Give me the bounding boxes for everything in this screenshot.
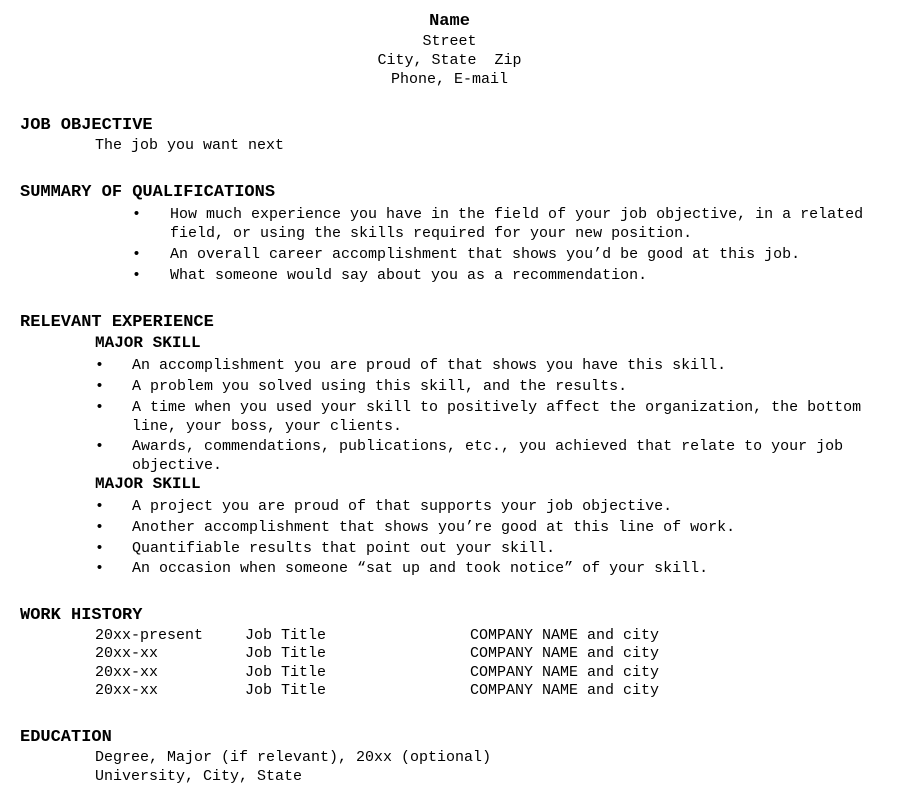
work-company: COMPANY NAME and city (470, 664, 660, 681)
bullet-icon: • (95, 378, 105, 395)
skill-item-text: A time when you used your skill to positively affect the organization, the bottom line, your boss, your clients. (132, 399, 862, 435)
phone-email: Phone, E-mail (390, 71, 509, 88)
work-job-title: Job Title (245, 664, 327, 681)
bullet-icon: • (132, 206, 142, 223)
work-company: COMPANY NAME and city (470, 682, 660, 699)
job-objective-text: The job you want next (95, 137, 285, 154)
education-degree: Degree, Major (if relevant), 20xx (optional) (95, 749, 492, 766)
bullet-icon: • (95, 438, 105, 455)
education-heading: EDUCATION (20, 728, 112, 747)
bullet-icon: • (95, 399, 105, 416)
skill-item-text: An occasion when someone “sat up and took notice” of your skill. (132, 560, 709, 577)
bullet-icon: • (132, 267, 142, 284)
summary-heading: SUMMARY OF QUALIFICATIONS (20, 183, 276, 202)
work-dates: 20xx-present (95, 627, 204, 644)
work-dates: 20xx-xx (95, 682, 159, 699)
skill-title: MAJOR SKILL (95, 334, 201, 352)
summary-item-text: An overall career accomplishment that shows you’d be good at this job. (170, 246, 801, 263)
city-state-zip: City, State Zip (377, 52, 522, 69)
work-dates: 20xx-xx (95, 664, 159, 681)
work-company: COMPANY NAME and city (470, 645, 660, 662)
work-company: COMPANY NAME and city (470, 627, 660, 644)
bullet-icon: • (132, 246, 142, 263)
street-address: Street (422, 33, 477, 50)
experience-heading: RELEVANT EXPERIENCE (20, 313, 214, 332)
bullet-icon: • (95, 498, 105, 515)
work-dates: 20xx-xx (95, 645, 159, 662)
skill-title: MAJOR SKILL (95, 475, 201, 493)
bullet-icon: • (95, 540, 105, 557)
job-objective-heading: JOB OBJECTIVE (20, 116, 153, 135)
skill-item-text: An accomplishment you are proud of that shows you have this skill. (132, 357, 727, 374)
skill-item-text: A problem you solved using this skill, and the results. (132, 378, 628, 395)
education-school: University, City, State (95, 768, 303, 785)
resume-name: Name (429, 12, 470, 31)
work-job-title: Job Title (245, 645, 327, 662)
work-history-heading: WORK HISTORY (20, 606, 143, 625)
skill-item-text: A project you are proud of that supports your job objective. (132, 498, 673, 515)
bullet-icon: • (95, 560, 105, 577)
work-job-title: Job Title (245, 682, 327, 699)
skill-item-text: Awards, commendations, publications, etc., you achieved that relate to your job objective. (132, 438, 844, 474)
skill-item-text: Quantifiable results that point out your skill. (132, 540, 556, 557)
bullet-icon: • (95, 519, 105, 536)
summary-item-text: How much experience you have in the field of your job objective, in a related field, or using the skills required for your new position. (170, 206, 864, 242)
skill-item-text: Another accomplishment that shows you’re good at this line of work. (132, 519, 736, 536)
work-job-title: Job Title (245, 627, 327, 644)
summary-item-text: What someone would say about you as a recommendation. (170, 267, 648, 284)
bullet-icon: • (95, 357, 105, 374)
